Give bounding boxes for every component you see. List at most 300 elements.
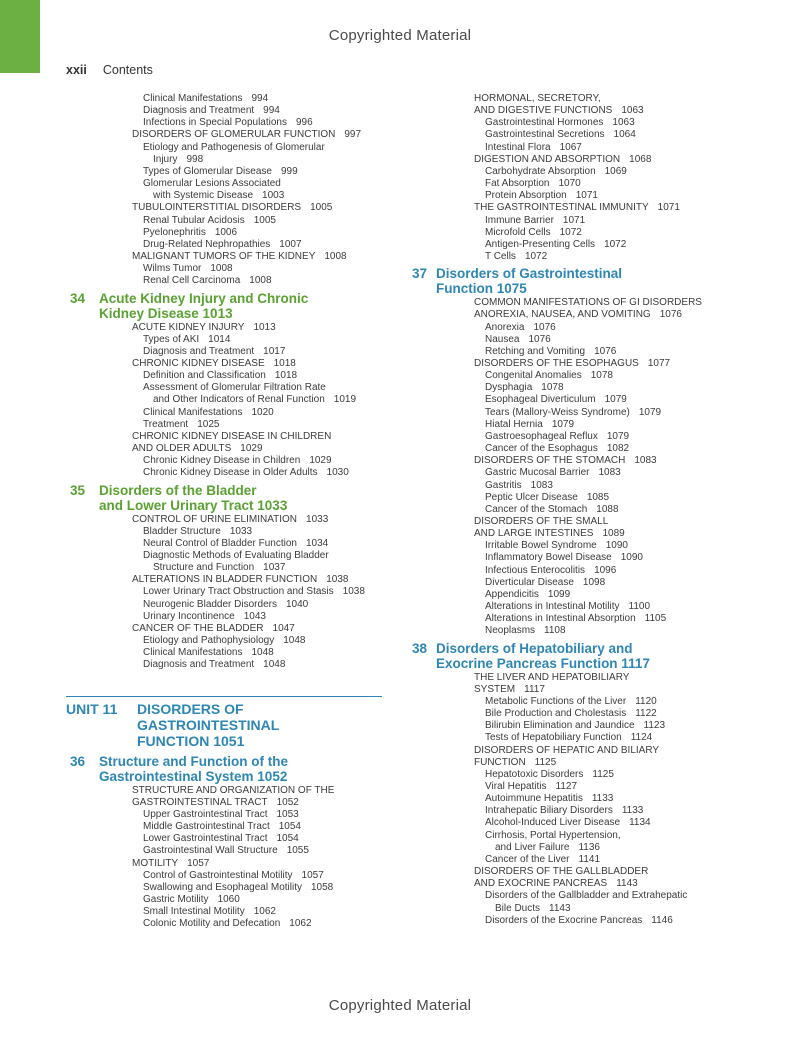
chapter-title-line: Function 1075 bbox=[436, 281, 527, 297]
entry-page-number: 1058 bbox=[310, 881, 334, 893]
entry-text: Anorexia bbox=[485, 321, 525, 333]
entry-page-number: 1057 bbox=[301, 869, 324, 881]
entry-text: Inflammatory Bowel Disease bbox=[485, 552, 612, 564]
toc-topic-entry bbox=[66, 275, 396, 287]
chapter-heading bbox=[66, 754, 396, 784]
entry-text: and Other Indicators of Renal Function bbox=[153, 394, 325, 406]
entry-page-number: 1082 bbox=[606, 443, 630, 455]
toc-section-entry bbox=[408, 105, 738, 117]
entry-text: Diagnostic Methods of Evaluating Bladder bbox=[143, 550, 329, 561]
entry-text: DISORDERS OF HEPATIC AND BILIARY bbox=[474, 744, 660, 756]
entry-text: Urinary Incontinence bbox=[143, 610, 235, 622]
unit-title-line: FUNCTION 1051 bbox=[137, 732, 245, 749]
entry-page-number: 1108 bbox=[544, 625, 566, 637]
entry-text: Injury bbox=[153, 153, 178, 165]
entry-page-number: 1071 bbox=[562, 214, 586, 226]
toc-section-entry bbox=[66, 251, 396, 263]
entry-text: HORMONAL, SECRETORY, bbox=[474, 93, 601, 104]
toc-topic-entry bbox=[408, 227, 738, 239]
entry-text: Neurogenic Bladder Disorders bbox=[143, 598, 277, 610]
entry-text: Etiology and Pathogenesis of Glomerular bbox=[143, 141, 325, 153]
entry-text: AND EXOCRINE PANCREAS bbox=[474, 878, 608, 890]
entry-page-number: 1014 bbox=[208, 333, 231, 345]
toc-topic-entry bbox=[66, 550, 396, 562]
toc-topic-entry bbox=[66, 407, 396, 419]
toc-section-entry bbox=[66, 574, 396, 586]
toc-section-entry bbox=[408, 455, 738, 467]
page-number: xxii bbox=[66, 63, 87, 77]
entry-text: CHRONIC KIDNEY DISEASE bbox=[132, 357, 265, 369]
entry-page-number: 1089 bbox=[602, 528, 625, 540]
entry-page-number: 1133 bbox=[591, 793, 614, 805]
entry-page-number: 1125 bbox=[592, 768, 614, 780]
toc-continuation-line bbox=[66, 562, 396, 574]
entry-page-number: 1077 bbox=[647, 357, 671, 369]
entry-text: Diverticular Disease bbox=[485, 576, 574, 588]
entry-page-number: 1098 bbox=[582, 576, 606, 588]
entry-text: AND LARGE INTESTINES bbox=[474, 528, 594, 540]
toc-topic-entry bbox=[408, 251, 738, 263]
toc-topic-entry bbox=[66, 906, 396, 918]
entry-text: Bilirubin Elimination and Jaundice bbox=[485, 720, 635, 732]
entry-text: Infections in Special Populations bbox=[143, 117, 287, 129]
entry-page-number: 1088 bbox=[596, 503, 619, 515]
entry-page-number: 994 bbox=[251, 93, 269, 104]
entry-text: Clinical Manifestations bbox=[143, 647, 243, 659]
entry-text: Alterations in Intestinal Absorption bbox=[485, 613, 636, 625]
toc-topic-entry bbox=[408, 854, 738, 866]
entry-page-number: 1038 bbox=[326, 574, 349, 586]
entry-text: Infectious Enterocolitis bbox=[485, 564, 586, 576]
entry-text: Dysphagia bbox=[485, 382, 533, 394]
entry-page-number: 1025 bbox=[197, 418, 220, 430]
entry-page-number: 1083 bbox=[530, 479, 553, 491]
entry-text: ACUTE KIDNEY INJURY bbox=[132, 321, 245, 333]
entry-text: Diagnosis and Treatment bbox=[143, 345, 255, 357]
toc-topic-entry bbox=[66, 659, 396, 671]
entry-page-number: 1071 bbox=[575, 190, 598, 202]
entry-text: ALTERATIONS IN BLADDER FUNCTION bbox=[132, 574, 318, 586]
toc-topic-entry bbox=[408, 492, 738, 504]
entry-text: Fat Absorption bbox=[485, 178, 550, 190]
entry-page-number: 1079 bbox=[606, 430, 630, 442]
chapter-heading bbox=[66, 291, 396, 321]
entry-text: COMMON MANIFESTATIONS OF GI DISORDERS bbox=[474, 297, 702, 309]
entry-page-number: 1034 bbox=[305, 537, 329, 549]
entry-page-number: 1099 bbox=[547, 588, 571, 600]
entry-text: Hepatotoxic Disorders bbox=[485, 768, 584, 780]
entry-text: CHRONIC KIDNEY DISEASE IN CHILDREN bbox=[132, 430, 332, 442]
toc-topic-entry bbox=[66, 586, 396, 598]
entry-text: DISORDERS OF GLOMERULAR FUNCTION bbox=[132, 129, 336, 141]
toc-topic-entry bbox=[66, 918, 396, 930]
toc-topic-entry bbox=[66, 821, 396, 833]
entry-page-number: 1146 bbox=[651, 914, 673, 926]
entry-page-number: 1018 bbox=[274, 370, 298, 382]
chapter-heading bbox=[408, 641, 738, 671]
chapter-number: 36 bbox=[70, 753, 86, 769]
unit-title-line: DISORDERS OF bbox=[137, 700, 244, 717]
entry-page-number: 1054 bbox=[278, 821, 301, 833]
entry-text: Congenital Anomalies bbox=[485, 370, 582, 382]
entry-text: Tests of Hepatobiliary Function bbox=[485, 732, 622, 744]
entry-text: Drug-Related Nephropathies bbox=[143, 238, 271, 250]
entry-text: STRUCTURE AND ORGANIZATION OF THE bbox=[132, 784, 335, 796]
entry-page-number: 1133 bbox=[621, 805, 644, 817]
entry-text: Types of Glomerular Disease bbox=[143, 165, 272, 177]
unit-label: UNIT 11 bbox=[66, 700, 118, 717]
toc-topic-entry bbox=[408, 370, 738, 382]
toc-section-entry bbox=[408, 93, 738, 105]
toc-topic-entry bbox=[408, 625, 738, 637]
watermark-top: Copyrighted Material bbox=[328, 27, 472, 44]
toc-topic-entry bbox=[408, 215, 738, 227]
toc-topic-entry bbox=[66, 93, 396, 105]
toc-topic-entry bbox=[66, 870, 396, 882]
toc-topic-entry bbox=[408, 781, 738, 793]
running-head-title: Contents bbox=[102, 63, 153, 77]
chapter-title-line: Disorders of Gastrointestinal bbox=[436, 266, 623, 282]
toc-topic-entry bbox=[408, 480, 738, 492]
toc-topic-entry bbox=[408, 382, 738, 394]
entry-page-number: 1057 bbox=[187, 857, 210, 869]
toc-topic-entry bbox=[66, 382, 396, 394]
entry-text: Gastrointestinal Wall Structure bbox=[143, 845, 278, 857]
entry-page-number: 1076 bbox=[594, 345, 617, 357]
entry-text: Hiatal Hernia bbox=[485, 418, 543, 430]
toc-topic-entry bbox=[66, 845, 396, 857]
chapter-heading bbox=[408, 266, 738, 296]
toc-topic-entry bbox=[66, 611, 396, 623]
toc-topic-entry bbox=[408, 708, 738, 720]
toc-topic-entry bbox=[66, 334, 396, 346]
toc-topic-entry bbox=[408, 577, 738, 589]
entry-page-number: 996 bbox=[295, 117, 313, 129]
entry-text: Structure and Function bbox=[153, 562, 255, 574]
entry-page-number: 1038 bbox=[342, 586, 365, 598]
entry-page-number: 1105 bbox=[644, 613, 667, 625]
toc-topic-entry bbox=[66, 215, 396, 227]
entry-page-number: 1117 bbox=[524, 683, 545, 695]
toc-section-entry bbox=[66, 202, 396, 214]
entry-text: Peptic Ulcer Disease bbox=[485, 491, 578, 503]
entry-text: DIGESTION AND ABSORPTION bbox=[474, 153, 621, 165]
entry-text: Gastrointestinal Secretions bbox=[485, 129, 605, 141]
entry-text: SYSTEM bbox=[474, 683, 516, 695]
entry-text: Intestinal Flora bbox=[485, 141, 551, 153]
toc-topic-entry bbox=[408, 720, 738, 732]
toc-section-entry bbox=[66, 431, 396, 443]
toc-topic-entry bbox=[66, 894, 396, 906]
entry-page-number: 1007 bbox=[279, 238, 302, 250]
toc-topic-entry bbox=[66, 419, 396, 431]
entry-page-number: 1085 bbox=[586, 491, 610, 503]
entry-page-number: 1127 bbox=[555, 780, 578, 792]
toc-topic-entry bbox=[408, 467, 738, 479]
entry-page-number: 1136 bbox=[578, 841, 600, 853]
entry-text: Cancer of the Liver bbox=[485, 853, 570, 865]
watermark-bottom: Copyrighted Material bbox=[328, 997, 472, 1014]
entry-page-number: 1062 bbox=[289, 918, 312, 930]
entry-page-number: 1008 bbox=[324, 251, 347, 263]
toc-topic-entry bbox=[408, 601, 738, 613]
entry-page-number: 1069 bbox=[604, 165, 627, 177]
toc-section-entry bbox=[66, 129, 396, 141]
entry-text: AND OLDER ADULTS bbox=[132, 443, 232, 455]
toc-topic-entry bbox=[408, 346, 738, 358]
toc-section-entry bbox=[408, 672, 738, 684]
entry-page-number: 1043 bbox=[243, 610, 266, 622]
toc-topic-entry bbox=[66, 227, 396, 239]
entry-text: Lower Urinary Tract Obstruction and Stasis bbox=[143, 586, 334, 598]
entry-page-number: 1017 bbox=[263, 345, 286, 357]
chapter-title-line: Kidney Disease 1013 bbox=[99, 305, 233, 321]
entry-page-number: 1078 bbox=[590, 370, 613, 382]
toc-topic-entry bbox=[408, 178, 738, 190]
toc-topic-entry bbox=[408, 239, 738, 251]
entry-text: Antigen-Presenting Cells bbox=[485, 238, 596, 250]
entry-page-number: 1055 bbox=[286, 845, 309, 857]
entry-page-number: 1078 bbox=[541, 382, 564, 394]
entry-text: Gastroesophageal Reflux bbox=[485, 430, 598, 442]
entry-text: Clinical Manifestations bbox=[143, 93, 243, 104]
entry-text: CONTROL OF URINE ELIMINATION bbox=[132, 513, 298, 525]
entry-page-number: 1048 bbox=[251, 647, 274, 659]
entry-text: Clinical Manifestations bbox=[143, 406, 243, 418]
entry-page-number: 1076 bbox=[528, 333, 551, 345]
toc-topic-entry bbox=[408, 613, 738, 625]
entry-text: Disorders of the Exocrine Pancreas bbox=[485, 914, 643, 926]
entry-page-number: 1008 bbox=[249, 275, 272, 287]
toc-topic-entry bbox=[408, 696, 738, 708]
entry-text: Disorders of the Gallbladder and Extrahepatic bbox=[485, 890, 688, 902]
entry-page-number: 1048 bbox=[283, 635, 306, 647]
toc-continuation-line bbox=[66, 394, 396, 406]
toc-topic-entry bbox=[408, 769, 738, 781]
entry-text: Assessment of Glomerular Filtration Rate bbox=[143, 382, 326, 394]
toc-topic-entry bbox=[66, 178, 396, 190]
chapter-number: 38 bbox=[412, 640, 428, 656]
entry-page-number: 1100 bbox=[628, 601, 651, 613]
toc-section-entry bbox=[408, 866, 738, 878]
toc-topic-entry bbox=[408, 552, 738, 564]
entry-page-number: 1005 bbox=[310, 202, 333, 214]
toc-topic-entry bbox=[66, 455, 396, 467]
toc-continuation-line bbox=[66, 190, 396, 202]
entry-text: ANOREXIA, NAUSEA, AND VOMITING bbox=[474, 309, 651, 321]
entry-page-number: 1079 bbox=[551, 418, 575, 430]
entry-page-number: 1063 bbox=[621, 105, 644, 117]
entry-page-number: 1123 bbox=[643, 720, 666, 732]
entry-text: Etiology and Pathophysiology bbox=[143, 635, 275, 647]
entry-text: Cancer of the Stomach bbox=[485, 503, 588, 515]
entry-page-number: 997 bbox=[344, 129, 362, 141]
entry-page-number: 1037 bbox=[263, 562, 286, 574]
toc-section-entry bbox=[408, 202, 738, 214]
entry-page-number: 1083 bbox=[598, 467, 621, 479]
entry-page-number: 1018 bbox=[273, 357, 296, 369]
toc-topic-entry bbox=[66, 370, 396, 382]
entry-text: GASTROINTESTINAL TRACT bbox=[132, 796, 268, 808]
toc-continuation-line bbox=[408, 842, 738, 854]
entry-text: Renal Cell Carcinoma bbox=[143, 275, 241, 287]
entry-text: Cirrhosis, Portal Hypertension, bbox=[485, 829, 621, 841]
entry-page-number: 1029 bbox=[240, 443, 263, 455]
entry-text: T Cells bbox=[485, 251, 516, 263]
entry-page-number: 1125 bbox=[534, 756, 557, 768]
toc-topic-entry bbox=[408, 443, 738, 455]
toc-topic-entry bbox=[66, 647, 396, 659]
entry-page-number: 1071 bbox=[657, 202, 680, 214]
entry-text: Chronic Kidney Disease in Children bbox=[143, 455, 301, 467]
unit-heading bbox=[66, 701, 396, 749]
toc-topic-entry bbox=[408, 817, 738, 829]
toc-topic-entry bbox=[66, 117, 396, 129]
entry-page-number: 1005 bbox=[253, 214, 276, 226]
entry-page-number: 1076 bbox=[533, 321, 556, 333]
entry-page-number: 1008 bbox=[210, 263, 233, 275]
entry-text: CANCER OF THE BLADDER bbox=[132, 622, 264, 634]
chapter-title-line: and Lower Urinary Tract 1033 bbox=[99, 497, 288, 513]
chapter-title-line: Acute Kidney Injury and Chronic bbox=[99, 290, 309, 306]
entry-text: Viral Hepatitis bbox=[485, 780, 547, 792]
entry-text: Intrahepatic Biliary Disorders bbox=[485, 805, 613, 817]
entry-page-number: 1141 bbox=[578, 853, 601, 865]
toc-topic-entry bbox=[66, 467, 396, 479]
entry-text: TUBULOINTERSTITIAL DISORDERS bbox=[132, 202, 302, 214]
entry-text: Diagnosis and Treatment bbox=[143, 105, 255, 117]
entry-text: THE LIVER AND HEPATOBILIARY bbox=[474, 671, 630, 683]
toc-topic-entry bbox=[408, 322, 738, 334]
entry-text: Metabolic Functions of the Liver bbox=[485, 695, 627, 707]
toc-topic-entry bbox=[66, 809, 396, 821]
chapter-title-line: Exocrine Pancreas Function 1117 bbox=[436, 655, 650, 671]
entry-text: and Liver Failure bbox=[495, 841, 570, 853]
entry-page-number: 1124 bbox=[630, 732, 653, 744]
entry-text: Bile Ducts bbox=[495, 902, 541, 914]
entry-text: Esophageal Diverticulum bbox=[485, 394, 596, 406]
entry-page-number: 1072 bbox=[604, 238, 627, 250]
toc-section-entry bbox=[66, 514, 396, 526]
entry-page-number: 1033 bbox=[306, 513, 329, 525]
toc-continuation-line bbox=[66, 154, 396, 166]
chapter-title-line: Disorders of the Bladder bbox=[99, 482, 257, 498]
toc-section-entry bbox=[66, 623, 396, 635]
toc-topic-entry bbox=[408, 407, 738, 419]
entry-text: Glomerular Lesions Associated bbox=[143, 178, 281, 190]
entry-text: Treatment bbox=[143, 418, 189, 430]
toc-topic-entry bbox=[408, 431, 738, 443]
unit-divider-rule bbox=[66, 696, 382, 697]
entry-text: Swallowing and Esophageal Motility bbox=[143, 881, 302, 893]
toc-topic-entry bbox=[408, 565, 738, 577]
toc-topic-entry bbox=[408, 419, 738, 431]
entry-page-number: 1090 bbox=[620, 552, 643, 564]
entry-page-number: 1096 bbox=[594, 564, 617, 576]
entry-text: Cancer of the Esophagus bbox=[485, 443, 598, 455]
toc-topic-entry bbox=[408, 394, 738, 406]
toc-topic-entry bbox=[66, 526, 396, 538]
entry-text: Definition and Classification bbox=[143, 370, 266, 382]
entry-page-number: 1030 bbox=[326, 467, 349, 479]
entry-page-number: 1054 bbox=[276, 833, 299, 845]
toc-topic-entry bbox=[66, 833, 396, 845]
toc-topic-entry bbox=[66, 346, 396, 358]
entry-page-number: 1064 bbox=[613, 129, 636, 141]
entry-text: Types of AKI bbox=[143, 333, 200, 345]
chapter-number: 37 bbox=[412, 266, 428, 282]
entry-text: Pyelonephritis bbox=[143, 226, 206, 238]
toc-topic-entry bbox=[408, 890, 738, 902]
toc-topic-entry bbox=[408, 805, 738, 817]
entry-text: Gastrointestinal Hormones bbox=[485, 117, 604, 129]
entry-text: Gastric Mucosal Barrier bbox=[485, 467, 590, 479]
entry-text: Upper Gastrointestinal Tract bbox=[143, 808, 268, 820]
toc-topic-entry bbox=[408, 540, 738, 552]
toc-topic-entry bbox=[66, 882, 396, 894]
entry-page-number: 1079 bbox=[604, 394, 627, 406]
entry-text: DISORDERS OF THE SMALL bbox=[474, 516, 609, 527]
entry-text: Microfold Cells bbox=[485, 226, 551, 238]
toc-topic-entry bbox=[408, 129, 738, 141]
chapter-title-line: Structure and Function of the bbox=[99, 753, 288, 769]
entry-page-number: 1060 bbox=[217, 893, 240, 905]
entry-text: Protein Absorption bbox=[485, 190, 567, 202]
toc-topic-entry bbox=[66, 142, 396, 154]
toc-topic-entry bbox=[66, 239, 396, 251]
entry-text: Tears (Mallory-Weiss Syndrome) bbox=[485, 406, 630, 418]
entry-page-number: 1068 bbox=[629, 153, 652, 165]
entry-text: Gastric Motility bbox=[143, 893, 209, 905]
entry-page-number: 1040 bbox=[285, 598, 309, 610]
toc-section-entry bbox=[408, 878, 738, 890]
toc-topic-entry bbox=[408, 732, 738, 744]
toc-section-entry bbox=[66, 443, 396, 455]
toc-section-entry bbox=[66, 858, 396, 870]
entry-text: Immune Barrier bbox=[485, 214, 554, 226]
toc-left-column bbox=[66, 93, 396, 930]
entry-text: Gastritis bbox=[485, 479, 522, 491]
entry-page-number: 1143 bbox=[616, 878, 638, 890]
entry-text: Middle Gastrointestinal Tract bbox=[143, 821, 270, 833]
entry-page-number: 1067 bbox=[559, 141, 582, 153]
chapter-title-line: Disorders of Hepatobiliary and bbox=[436, 640, 633, 656]
entry-page-number: 1052 bbox=[276, 796, 299, 808]
entry-text: Chronic Kidney Disease in Older Adults bbox=[143, 467, 318, 479]
entry-text: THE GASTROINTESTINAL IMMUNITY bbox=[474, 202, 649, 214]
entry-page-number: 994 bbox=[263, 105, 280, 117]
entry-page-number: 1062 bbox=[253, 906, 276, 918]
entry-text: Colonic Motility and Defecation bbox=[143, 918, 281, 930]
entry-page-number: 1019 bbox=[333, 394, 357, 406]
toc-topic-entry bbox=[66, 105, 396, 117]
toc-section-entry bbox=[66, 358, 396, 370]
toc-section-entry bbox=[408, 297, 738, 309]
entry-text: MOTILITY bbox=[132, 857, 179, 869]
entry-page-number: 1053 bbox=[276, 808, 299, 820]
entry-text: DISORDERS OF THE ESOPHAGUS bbox=[474, 357, 639, 369]
toc-section-entry bbox=[408, 684, 738, 696]
entry-text: Retching and Vomiting bbox=[485, 345, 586, 357]
toc-section-entry bbox=[66, 797, 396, 809]
entry-text: FUNCTION bbox=[474, 756, 526, 768]
chapter-number: 34 bbox=[70, 290, 86, 306]
toc-section-entry bbox=[408, 309, 738, 321]
entry-page-number: 1047 bbox=[272, 622, 295, 634]
toc-topic-entry bbox=[66, 263, 396, 275]
entry-text: Lower Gastrointestinal Tract bbox=[143, 833, 268, 845]
entry-page-number: 1120 bbox=[635, 695, 657, 707]
